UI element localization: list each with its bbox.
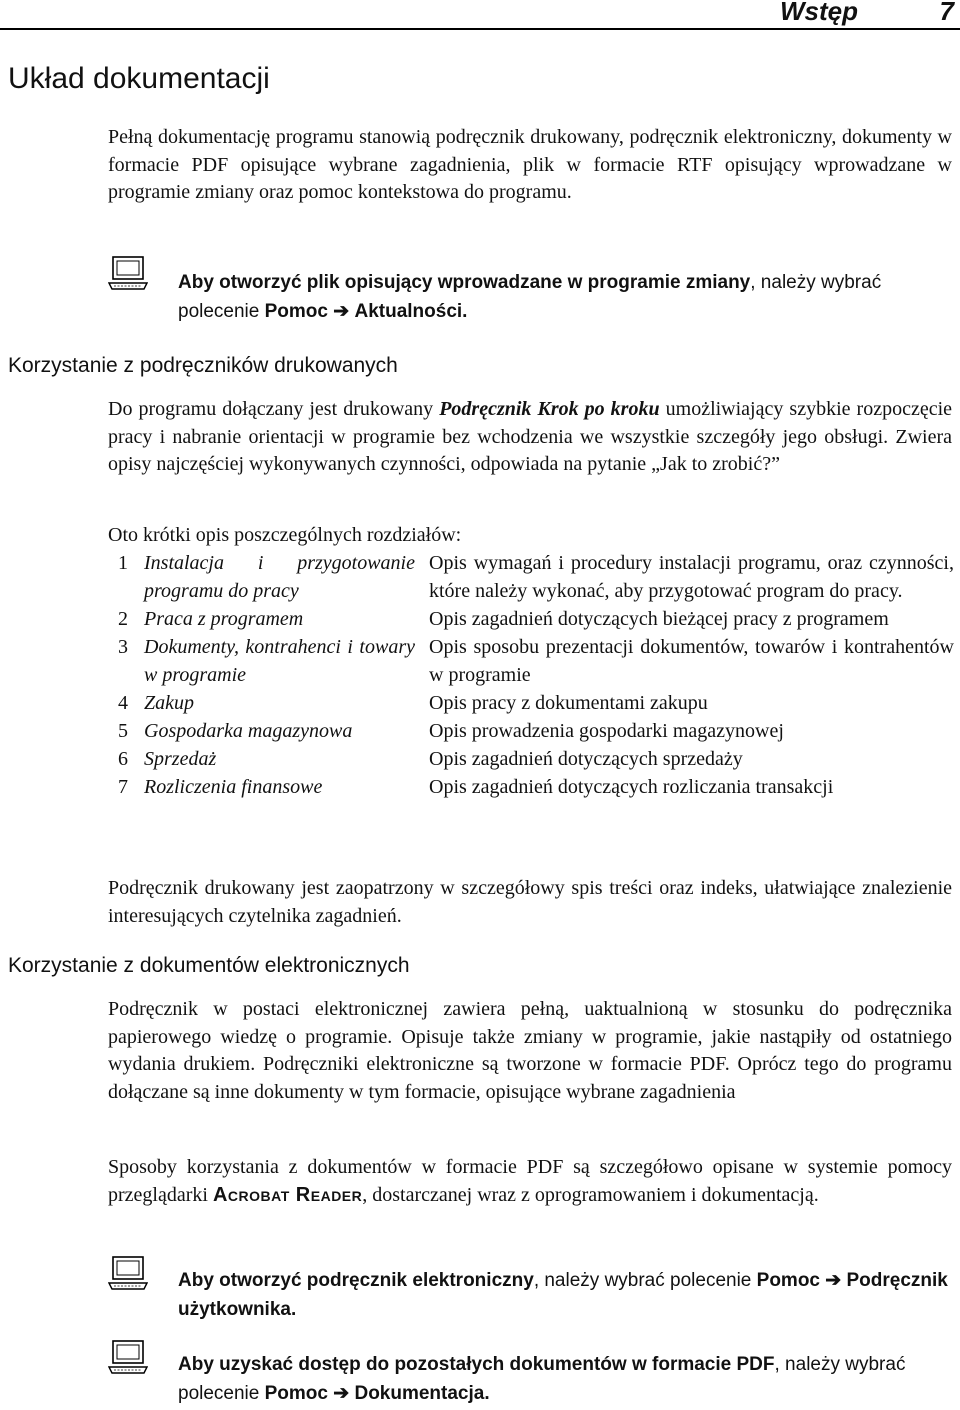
text: umożliwiający szybkie rozpoczęcie pracy i nabranie orientacji w programie bez wchodzenia we wszystkie szczegóły jego obsługi. Zwiera opisy najczęściej wykonywanych czynności, odpowiada na pytanie „Jak to zrobić?” — [108, 398, 953, 475]
computer-icon — [108, 1340, 148, 1374]
note-lead: Aby otworzyć podręcznik elektroniczny — [178, 1270, 534, 1291]
electronic-paragraph-1: Podręcznik w postaci elektronicznej zawiera pełną, uaktualnioną w stosunku do podręcznika papierowego wiedzę o programie. Opisuje także zmiany w programie, jakie nastąpiły od ostatniego wydania drukiem. Podręczniki elektroniczne są tworzone w formacie PDF. Oprócz tego do programu dołączane są inne dokumenty w tym formacie, opisujące wybrane zagadnienia — [108, 998, 952, 1103]
chapter-description: Opis sposobu prezentacji dokumentów, towarów i kontrahentów w programie — [429, 636, 954, 686]
chapter-name: Rozliczenia finansowe — [144, 776, 323, 798]
intro-paragraph: Pełną dokumentację programu stanowią podręcznik drukowany, podręcznik elektroniczny, dokumenty w formacie PDF opisujące wybrane zagadnienia, plik w formacie RTF opisujący wprowadzane w programie zmiany oraz pomoc kontekstowa do programu. — [108, 126, 952, 203]
chapter-number: 6 — [118, 748, 128, 770]
menu-item: Dokumentacja. — [354, 1383, 490, 1404]
menu-name: Pomoc — [264, 1383, 328, 1404]
menu-name: Pomoc — [264, 301, 328, 322]
chapter-number: 4 — [118, 692, 128, 714]
arrow-icon: ➔ — [333, 1383, 350, 1404]
chapter-row — [118, 745, 954, 773]
chapter-name: Praca z programem — [144, 608, 304, 630]
chapter-row — [118, 689, 954, 717]
arrow-icon: ➔ — [825, 1270, 842, 1291]
chapter-number: 2 — [118, 608, 128, 630]
chapter-row — [118, 549, 954, 605]
chapter-number: 1 — [118, 552, 128, 574]
text: , dostarczanej wraz z oprogramowaniem i dokumentacją. — [362, 1183, 819, 1206]
app-name: Acrobat Reader — [212, 1183, 363, 1206]
chapter-number: 5 — [118, 720, 128, 742]
chapter-row — [118, 605, 954, 633]
chapter-name: Dokumenty, kontrahenci i towary w programie — [144, 636, 415, 686]
chapter-row — [118, 773, 954, 801]
section-title: Układ dokumentacji — [8, 62, 270, 95]
note-lead: Aby uzyskać dostęp do pozostałych dokumentów w formacie PDF — [178, 1354, 775, 1375]
printed-paragraph-2: Oto krótki opis poszczególnych rozdziałów: — [108, 524, 462, 546]
chapter-description: Opis wymagań i procedury instalacji programu, oraz czynności, które należy wykonać, aby przygotować program do pracy. — [429, 552, 954, 602]
chapter-row — [118, 633, 954, 689]
printed-paragraph-1 — [108, 396, 952, 479]
note-text: , należy wybrać polecenie — [178, 272, 882, 322]
chapter-row — [118, 717, 954, 745]
menu-item: Aktualności. — [354, 301, 468, 322]
chapters-table — [118, 549, 954, 801]
chapter-number: 3 — [118, 636, 128, 658]
text: Do programu dołączany jest drukowany — [108, 398, 440, 420]
note-lead: Aby otworzyć plik opisujący wprowadzane w programie zmiany — [178, 272, 751, 293]
chapter-description: Opis pracy z dokumentami zakupu — [429, 692, 708, 714]
printed-heading: Korzystanie z podręczników drukowanych — [8, 354, 398, 377]
chapter-description: Opis prowadzenia gospodarki magazynowej — [429, 720, 784, 742]
chapter-description: Opis zagadnień dotyczących rozliczania transakcji — [429, 776, 834, 798]
computer-icon — [108, 256, 148, 290]
electronic-heading: Korzystanie z dokumentów elektronicznych — [8, 954, 410, 977]
chapter-name: Instalacja i przygotowanie programu do pracy — [144, 552, 415, 602]
chapter-number: 7 — [118, 776, 128, 798]
chapter-title: Wstęp — [780, 0, 858, 26]
chapter-name: Gospodarka magazynowa — [144, 720, 353, 742]
chapter-description: Opis zagadnień dotyczących bieżącej pracy z programem — [429, 608, 889, 630]
arrow-icon: ➔ — [333, 301, 350, 322]
menu-name: Pomoc — [756, 1270, 821, 1291]
computer-icon — [108, 1256, 148, 1290]
text: Sposoby korzystania z dokumentów w formacie PDF są szczegółowo opisane w systemie pomocy przeglądarki — [108, 1156, 952, 1206]
chapter-name: Sprzedaż — [144, 748, 217, 770]
electronic-paragraph-2 — [108, 1154, 952, 1209]
printed-paragraph-3: Podręcznik drukowany jest zaopatrzony w szczegółowy spis treści oraz indeks, ułatwiające znalezienie interesujących czytelnika zagadnień. — [108, 877, 952, 927]
chapter-description: Opis zagadnień dotyczących sprzedaży — [429, 748, 743, 770]
book-title: Podręcznik Krok po kroku — [439, 398, 660, 420]
note-text: , należy wybrać polecenie — [178, 1354, 906, 1404]
page-header — [0, 0, 960, 30]
page-number: 7 — [939, 0, 954, 26]
menu-item: Podręcznik użytkownika. — [178, 1270, 948, 1320]
chapter-name: Zakup — [144, 692, 194, 714]
note-text: , należy wybrać polecenie — [533, 1270, 757, 1291]
